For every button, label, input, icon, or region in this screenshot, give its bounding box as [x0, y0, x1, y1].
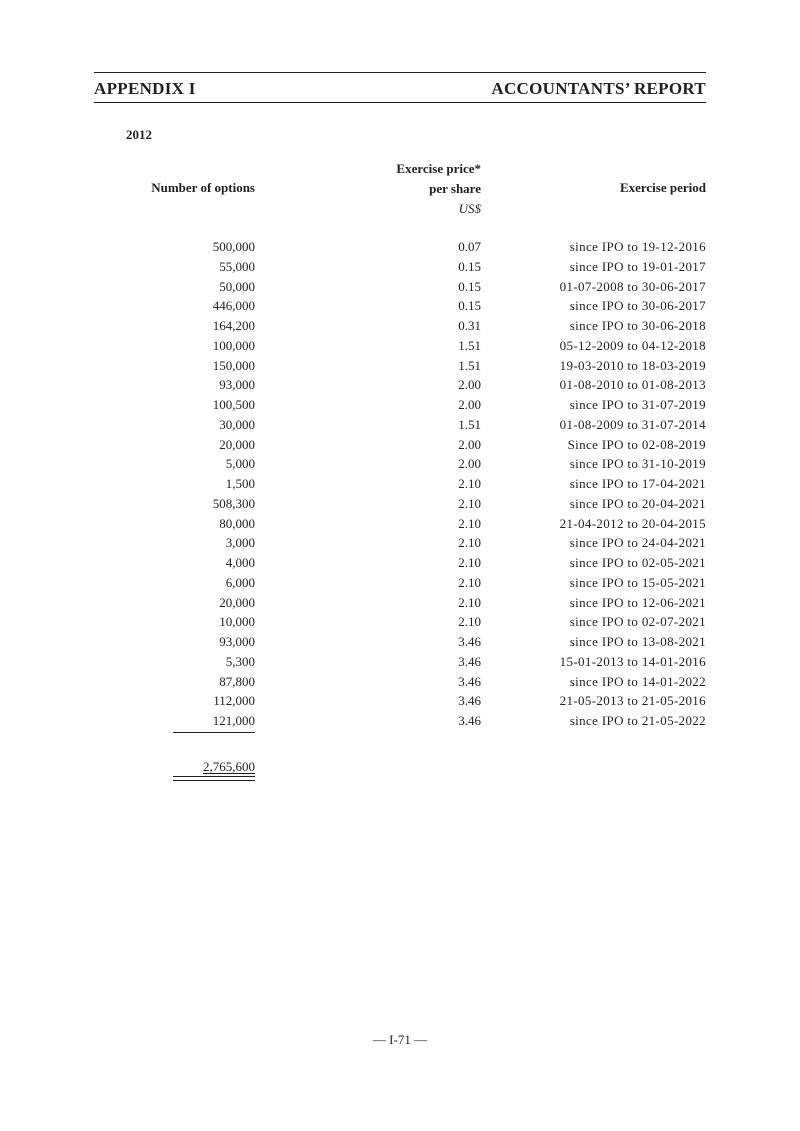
table-row — [0, 553, 800, 573]
option-count-cell: 121,000 — [212, 713, 255, 728]
option-count-cell: 1,500 — [225, 476, 255, 491]
page-number: — I-71 — — [372, 1032, 428, 1047]
column-header-price — [396, 159, 481, 219]
exercise-period-cell: since IPO to 13-08-2021 — [569, 634, 706, 649]
table-row — [0, 533, 800, 553]
exercise-period-cell: since IPO to 30-06-2018 — [569, 318, 706, 333]
exercise-period-cell: since IPO to 02-05-2021 — [569, 555, 706, 570]
option-count-cell: 100,500 — [212, 397, 255, 412]
option-count-cell: 87,800 — [219, 673, 255, 689]
options-table — [0, 237, 800, 731]
option-count-cell: 93,000 — [219, 634, 255, 649]
table-row — [0, 277, 800, 297]
exercise-period-cell: since IPO to 21-05-2022 — [569, 713, 706, 728]
table-row — [0, 593, 800, 613]
exercise-price-cell: 0.15 — [458, 278, 481, 294]
exercise-period-cell: 01-08-2009 to 31-07-2014 — [559, 416, 706, 432]
exercise-price-cell: 2.10 — [458, 594, 481, 610]
exercise-price-cell: 3.46 — [458, 653, 481, 669]
option-count-cell: 100,000 — [212, 337, 255, 353]
exercise-price-cell: 1.51 — [458, 337, 481, 353]
exercise-price-cell: 2.00 — [458, 456, 481, 472]
exercise-price-cell: 3.46 — [458, 713, 481, 728]
table-row — [0, 316, 800, 336]
column-header-price-unit: US$ — [458, 201, 481, 216]
option-count-cell: 6,000 — [225, 574, 255, 590]
exercise-period-cell: since IPO to 19-12-2016 — [569, 239, 706, 254]
exercise-price-cell: 0.07 — [458, 239, 481, 254]
appendix-title: APPENDIX I — [94, 79, 196, 98]
table-row — [0, 632, 800, 652]
exercise-price-cell: 2.00 — [458, 397, 481, 412]
table-row — [0, 395, 800, 415]
option-count-cell: 446,000 — [212, 298, 255, 314]
exercise-price-cell: 0.15 — [458, 258, 481, 274]
option-count-cell: 93,000 — [219, 377, 255, 393]
exercise-period-cell: 21-05-2013 to 21-05-2016 — [559, 693, 706, 709]
option-count-cell: 20,000 — [219, 594, 255, 610]
option-count-cell: 30,000 — [219, 416, 255, 432]
table-row — [0, 375, 800, 395]
exercise-period-cell: since IPO to 15-05-2021 — [569, 574, 706, 590]
exercise-period-cell: since IPO to 02-07-2021 — [569, 614, 706, 630]
total-double-rule — [173, 776, 255, 781]
table-row — [0, 474, 800, 494]
column-header-price-line1: Exercise price* — [396, 161, 481, 176]
table-row — [0, 435, 800, 455]
table-row — [0, 691, 800, 711]
option-count-cell: 164,200 — [212, 318, 255, 333]
table-row — [0, 356, 800, 376]
table-row — [0, 415, 800, 435]
exercise-period-cell: 01-07-2008 to 30-06-2017 — [559, 278, 706, 294]
exercise-period-cell: since IPO to 14-01-2022 — [569, 673, 706, 689]
exercise-price-cell: 2.00 — [458, 436, 481, 452]
table-row — [0, 237, 800, 257]
option-count-cell: 50,000 — [219, 278, 255, 294]
exercise-period-cell: 01-08-2010 to 01-08-2013 — [559, 377, 706, 393]
exercise-period-cell: since IPO to 19-01-2017 — [569, 258, 706, 274]
exercise-period-cell: since IPO to 20-04-2021 — [569, 495, 706, 511]
subtotal-rule — [173, 732, 255, 733]
page-header — [94, 72, 706, 103]
report-title: ACCOUNTANTS’ REPORT — [491, 79, 706, 98]
column-header-period — [620, 178, 706, 198]
table-row — [0, 257, 800, 277]
exercise-price-cell: 2.10 — [458, 495, 481, 511]
exercise-price-cell: 2.00 — [458, 377, 481, 393]
exercise-period-cell: since IPO to 31-10-2019 — [569, 456, 706, 472]
exercise-period-cell: since IPO to 30-06-2017 — [569, 298, 706, 314]
exercise-period-cell: since IPO to 31-07-2019 — [569, 397, 706, 412]
exercise-price-cell: 2.10 — [458, 555, 481, 570]
year-heading: 2012 — [126, 127, 152, 142]
table-row — [0, 454, 800, 474]
option-count-cell: 10,000 — [219, 614, 255, 630]
column-header-options-label: Number of options — [151, 180, 255, 195]
option-count-cell: 5,000 — [225, 456, 255, 472]
exercise-period-cell: since IPO to 17-04-2021 — [569, 476, 706, 491]
exercise-period-cell: 21-04-2012 to 20-04-2015 — [559, 515, 706, 531]
column-header-options — [151, 178, 255, 198]
table-row — [0, 573, 800, 593]
exercise-period-cell: 05-12-2009 to 04-12-2018 — [559, 337, 706, 353]
exercise-period-cell: Since IPO to 02-08-2019 — [567, 436, 706, 452]
exercise-price-cell: 3.46 — [458, 693, 481, 709]
column-header-price-line2: per share — [429, 181, 481, 196]
exercise-price-cell: 1.51 — [458, 357, 481, 373]
exercise-period-cell: since IPO to 12-06-2021 — [569, 594, 706, 610]
total-options: 2,765,600 — [203, 759, 255, 774]
option-count-cell: 112,000 — [213, 693, 255, 709]
table-row — [0, 494, 800, 514]
exercise-price-cell: 0.15 — [458, 298, 481, 314]
table-row — [0, 612, 800, 632]
exercise-period-cell: since IPO to 24-04-2021 — [569, 535, 706, 551]
option-count-cell: 508,300 — [212, 495, 255, 511]
exercise-price-cell: 3.46 — [458, 673, 481, 689]
option-count-cell: 5,300 — [225, 653, 255, 669]
exercise-price-cell: 1.51 — [458, 416, 481, 432]
exercise-price-cell: 3.46 — [458, 634, 481, 649]
option-count-cell: 20,000 — [219, 436, 255, 452]
option-count-cell: 150,000 — [212, 357, 255, 373]
exercise-period-cell: 15-01-2013 to 14-01-2016 — [559, 653, 706, 669]
table-row — [0, 514, 800, 534]
exercise-price-cell: 2.10 — [458, 515, 481, 531]
table-row — [0, 296, 800, 316]
exercise-price-cell: 2.10 — [458, 476, 481, 491]
option-count-cell: 4,000 — [225, 555, 255, 570]
option-count-cell: 55,000 — [219, 258, 255, 274]
table-row — [0, 711, 800, 731]
exercise-price-cell: 2.10 — [458, 574, 481, 590]
option-count-cell: 3,000 — [225, 535, 255, 551]
table-row — [0, 672, 800, 692]
option-count-cell: 80,000 — [219, 515, 255, 531]
option-count-cell: 500,000 — [212, 239, 255, 254]
exercise-price-cell: 2.10 — [458, 614, 481, 630]
exercise-price-cell: 0.31 — [458, 318, 481, 333]
exercise-price-cell: 2.10 — [458, 535, 481, 551]
column-header-period-label: Exercise period — [619, 180, 706, 195]
table-row — [0, 336, 800, 356]
exercise-period-cell: 19-03-2010 to 18-03-2019 — [559, 357, 706, 373]
table-row — [0, 652, 800, 672]
